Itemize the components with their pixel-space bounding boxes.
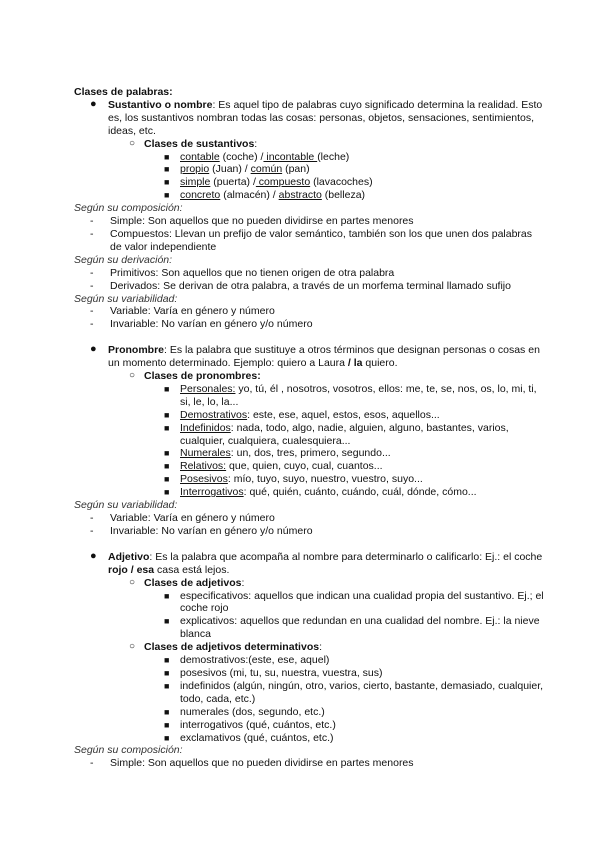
pronombre-clase-item: ■ Numerales: un, dos, tres, primero, segundo... [164, 447, 391, 460]
pronombre-item: ● Pronombre: Es la palabra que sustituye a otros términos que designan personas o cosas en un momento determinado. Ejemplo: quiero a Laura / la quiero. [90, 343, 540, 370]
adjetivo-determinativos-heading: ○ Clases de adjetivos determinativos: [129, 641, 322, 654]
composicion-item: - Compuestos: Llevan un prefijo de valor semántico, también son los que unen dos palabras de valor independiente [90, 227, 533, 253]
derivacion-item: - Derivados: Se derivan de otra palabra, a través de un morfema terminal llamado sufijo [90, 279, 511, 292]
variabilidad-item: - Invariable: No varían en género y/o número [90, 524, 313, 537]
variabilidad-heading: Según su variabilidad: [74, 292, 178, 305]
variabilidad-heading: Según su variabilidad: [74, 499, 178, 512]
pronombre-clase-item: ■ Relativos: que, quien, cuyo, cual, cuantos... [164, 460, 383, 473]
pronombre-clase-item: ■ Personales: yo, tú, él , nosotros, vosotros, ellos: me, te, se, nos, os, lo, mi, ti, si, le, lo, la... [164, 382, 537, 408]
sustantivo-clase-item: ■ contable (coche) / incontable (leche) [164, 150, 350, 163]
adjetivo-det-item: ■ numerales (dos, segundo, etc.) [164, 705, 325, 718]
circle-marker: ○ [129, 137, 136, 149]
variabilidad-item: - Variable: Varía en género y número [90, 512, 275, 524]
variabilidad-item: - Variable: Varía en género y número [90, 305, 275, 318]
pronombre-term: Pronombre [108, 344, 165, 357]
adjetivo-item: ● Adjetivo: Es la palabra que acompaña al nombre para determinarlo o calificarlo: Ej.: el coche rojo / esa casa está lejos. [90, 549, 543, 576]
sustantivo-clase-item: ■ concreto (almacén) / abstracto (belleza) [164, 189, 366, 202]
adjetivo-det-item: ■ posesivos (mi, tu, su, nuestra, vuestra, sus) [164, 666, 383, 679]
pronombre-clase-item: ■ Interrogativos: qué, quién, cuánto, cuándo, cuál, dónde, cómo... [164, 486, 477, 499]
bullet-marker: ● [90, 343, 97, 356]
notes-content [74, 86, 544, 770]
derivacion-heading: Según su derivación: [74, 253, 173, 266]
circle-marker: ○ [129, 641, 136, 653]
circle-marker: ○ [129, 370, 136, 382]
adjetivo-clase-item: ■ especificativos: aquellos que indican una cualidad propia del sustantivo. Ej.; el coche rojo [164, 589, 544, 615]
sustantivo-item [74, 99, 544, 138]
sustantivo-term: Sustantivo o nombre [108, 98, 213, 111]
composicion-item: - Simple: Son aquellos que no pueden dividirse en partes menores [90, 215, 414, 228]
circle-marker: ○ [129, 576, 136, 588]
bullet-marker: ● [90, 97, 97, 110]
derivacion-item: - Primitivos: Son aquellos que no tienen origen de otra palabra [90, 266, 395, 279]
adjetivo-det-item: ■ exclamativos (qué, cuántos, etc.) [164, 731, 334, 744]
spacer [74, 331, 544, 344]
adjetivo-det-item: ■ indefinidos (algún, ningún, otro, varios, cierto, bastante, demasiado, cualquier, todo, cada, etc.) [164, 679, 544, 705]
composicion-item: - Simple: Son aquellos que no pueden dividirse en partes menores [90, 757, 414, 770]
pronombre-clase-item: ■ Demostrativos: este, ese, aquel, estos, esos, aquellos... [164, 408, 440, 421]
adjetivo-term: Adjetivo [108, 550, 150, 563]
pronombre-clase-item: ■ Indefinidos: nada, todo, algo, nadie, alguien, alguno, bastantes, varios, cualquier, cualquiera, cualesquiera... [164, 421, 509, 447]
bullet-marker: ● [90, 549, 97, 562]
pronombre-clase-item: ■ Posesivos: mío, tuyo, suyo, nuestro, vuestro, suyo... [164, 473, 423, 486]
composicion-heading: Según su composición: [74, 744, 183, 757]
variabilidad-item: - Invariable: No varían en género y/o número [90, 318, 313, 331]
pronombre-clases-heading: ○ Clases de pronombres: [129, 370, 261, 383]
sustantivo-clase-item: ■ simple (puerta) / compuesto (lavacoches) [164, 176, 373, 189]
sustantivo-clases-heading: ○ Clases de sustantivos: [129, 137, 258, 150]
composicion-heading: Según su composición: [74, 202, 183, 215]
sustantivo-clase-item: ■ propio (Juan) / común (pan) [164, 163, 310, 176]
adjetivo-det-item: ■ interrogativos (qué, cuántos, etc.) [164, 718, 336, 731]
page-title: Clases de palabras: [74, 86, 173, 98]
adjetivo-det-item: ■ demostrativos:(este, ese, aquel) [164, 654, 330, 667]
sustantivo-definition: : Es aquel tipo de palabras cuyo significado determina la realidad. Esto es, los sustantivos nombran todas las cosas: personas, objetos, sensaciones, sentimientos, ideas, etc. [108, 98, 543, 137]
spacer [74, 538, 544, 551]
adjetivo-clase-item: ■ explicativos: aquellos que redundan en una cualidad del nombre. Ej.: la nieve blanca [164, 615, 540, 641]
adjetivo-clases-heading: ○ Clases de adjetivos: [129, 576, 245, 589]
